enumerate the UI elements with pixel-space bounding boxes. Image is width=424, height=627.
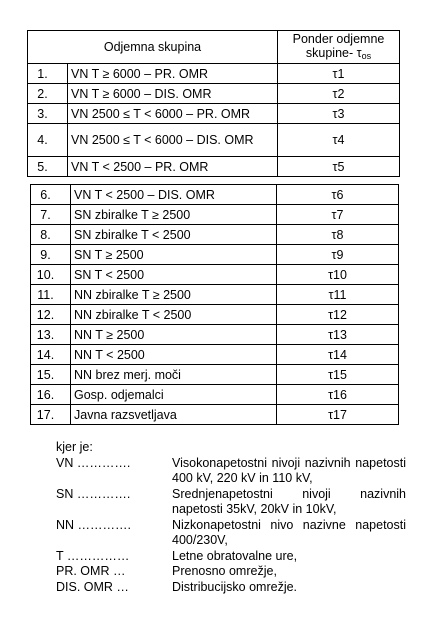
legend-term: DIS. OMR … [56,579,129,594]
row-ponder: τ12 [277,305,399,325]
row-number: 2. [28,84,68,104]
row-ponder: τ16 [277,385,399,405]
row-group: NN brez merj. moči [71,365,277,385]
legend-term: SN …………. [56,486,131,501]
row-group: VN T < 2500 – DIS. OMR [71,185,277,205]
legend-term: PR. OMR … [56,564,126,578]
legend-item [56,564,406,580]
table-row [31,265,399,285]
row-number: 8. [31,225,71,245]
row-ponder: τ10 [277,265,399,285]
row-group: VN T ≥ 6000 – DIS. OMR [68,84,278,104]
table-row [31,365,399,385]
row-number: 15. [31,365,71,385]
legend-item [56,580,406,596]
row-group: NN zbiralke T < 2500 [71,305,277,325]
row-ponder: τ14 [277,345,399,365]
legend-description: Srednjenapetostni nivoji nazivnih napetosti 35kV, 20kV in 10kV, [172,486,406,516]
row-ponder: τ15 [277,365,399,385]
row-group: VN 2500 ≤ T < 6000 – DIS. OMR [68,124,278,157]
legend-description: Prenosno omrežje, [172,564,277,578]
row-number: 16. [31,385,71,405]
row-number: 3. [28,104,68,124]
row-number: 14. [31,345,71,365]
row-number: 4. [28,124,68,157]
row-ponder: τ11 [277,285,399,305]
ponder-header-subscript: os [361,50,372,61]
row-ponder: τ17 [277,405,399,425]
ponder-column-header [278,31,400,64]
row-number: 9. [31,245,71,265]
table-row [28,124,400,157]
legend-description: Distribucijsko omrežje. [172,579,298,594]
row-group: SN T ≥ 2500 [71,245,277,265]
table-row [31,405,399,425]
table-row [28,84,400,104]
row-ponder: τ8 [277,225,399,245]
row-ponder: τ4 [278,124,400,157]
legend-intro: kjer je: [56,440,93,454]
row-group: NN zbiralke T ≥ 2500 [71,285,277,305]
ponder-header-line1: Ponder odjemne [292,31,385,46]
table-row [31,385,399,405]
row-ponder: τ9 [277,245,399,265]
row-group: Gosp. odjemalci [71,385,277,405]
legend-item [56,487,406,518]
row-number: 12. [31,305,71,325]
legend-description: Letne obratovalne ure, [172,548,298,563]
legend-item [56,549,406,565]
row-group: VN T < 2500 – PR. OMR [68,157,278,177]
table-row [28,64,400,84]
row-ponder: τ6 [277,185,399,205]
table-row [31,325,399,345]
legend-term: NN …………. [56,517,131,532]
row-group: SN zbiralke T < 2500 [71,225,277,245]
row-group: NN T ≥ 2500 [71,325,277,345]
row-number: 13. [31,325,71,345]
row-ponder: τ3 [278,104,400,124]
legend-term: T …………… [56,548,130,563]
legend-item [56,518,406,549]
table-row [28,104,400,124]
table-row [28,157,400,177]
legend [56,440,406,595]
row-number: 6. [31,185,71,205]
row-ponder: τ5 [278,157,400,177]
group-column-header: Odjemna skupina [28,31,278,64]
row-number: 5. [28,157,68,177]
row-group: SN zbiralke T ≥ 2500 [71,205,277,225]
row-number: 11. [31,285,71,305]
legend-item [56,456,406,487]
legend-description: Nizkonapetostni nivo nazivne napetosti 400/230V, [172,517,406,547]
row-number: 17. [31,405,71,425]
table-row [31,345,399,365]
row-ponder: τ7 [277,205,399,225]
table-row [31,225,399,245]
row-group: VN T ≥ 6000 – PR. OMR [68,64,278,84]
row-ponder: τ1 [278,64,400,84]
table-row [31,285,399,305]
row-group: VN 2500 ≤ T < 6000 – PR. OMR [68,104,278,124]
weights-table-part-1 [27,30,400,177]
row-number: 7. [31,205,71,225]
row-number: 10. [31,265,71,285]
legend-description: Visokonapetostni nivoji nazivnih napetosti 400 kV, 220 kV in 110 kV, [172,455,406,485]
row-ponder: τ13 [277,325,399,345]
table-row [31,305,399,325]
table-header-row [28,31,400,64]
row-group: NN T < 2500 [71,345,277,365]
ponder-header-line2: skupine- τ [305,45,362,60]
row-group: Javna razsvetljava [71,405,277,425]
row-group: SN T < 2500 [71,265,277,285]
table-row [31,205,399,225]
row-ponder: τ2 [278,84,400,104]
legend-term: VN …………. [56,455,131,470]
table-row [31,185,399,205]
weights-table-part-2 [30,184,399,425]
row-number: 1. [28,64,68,84]
table-row [31,245,399,265]
